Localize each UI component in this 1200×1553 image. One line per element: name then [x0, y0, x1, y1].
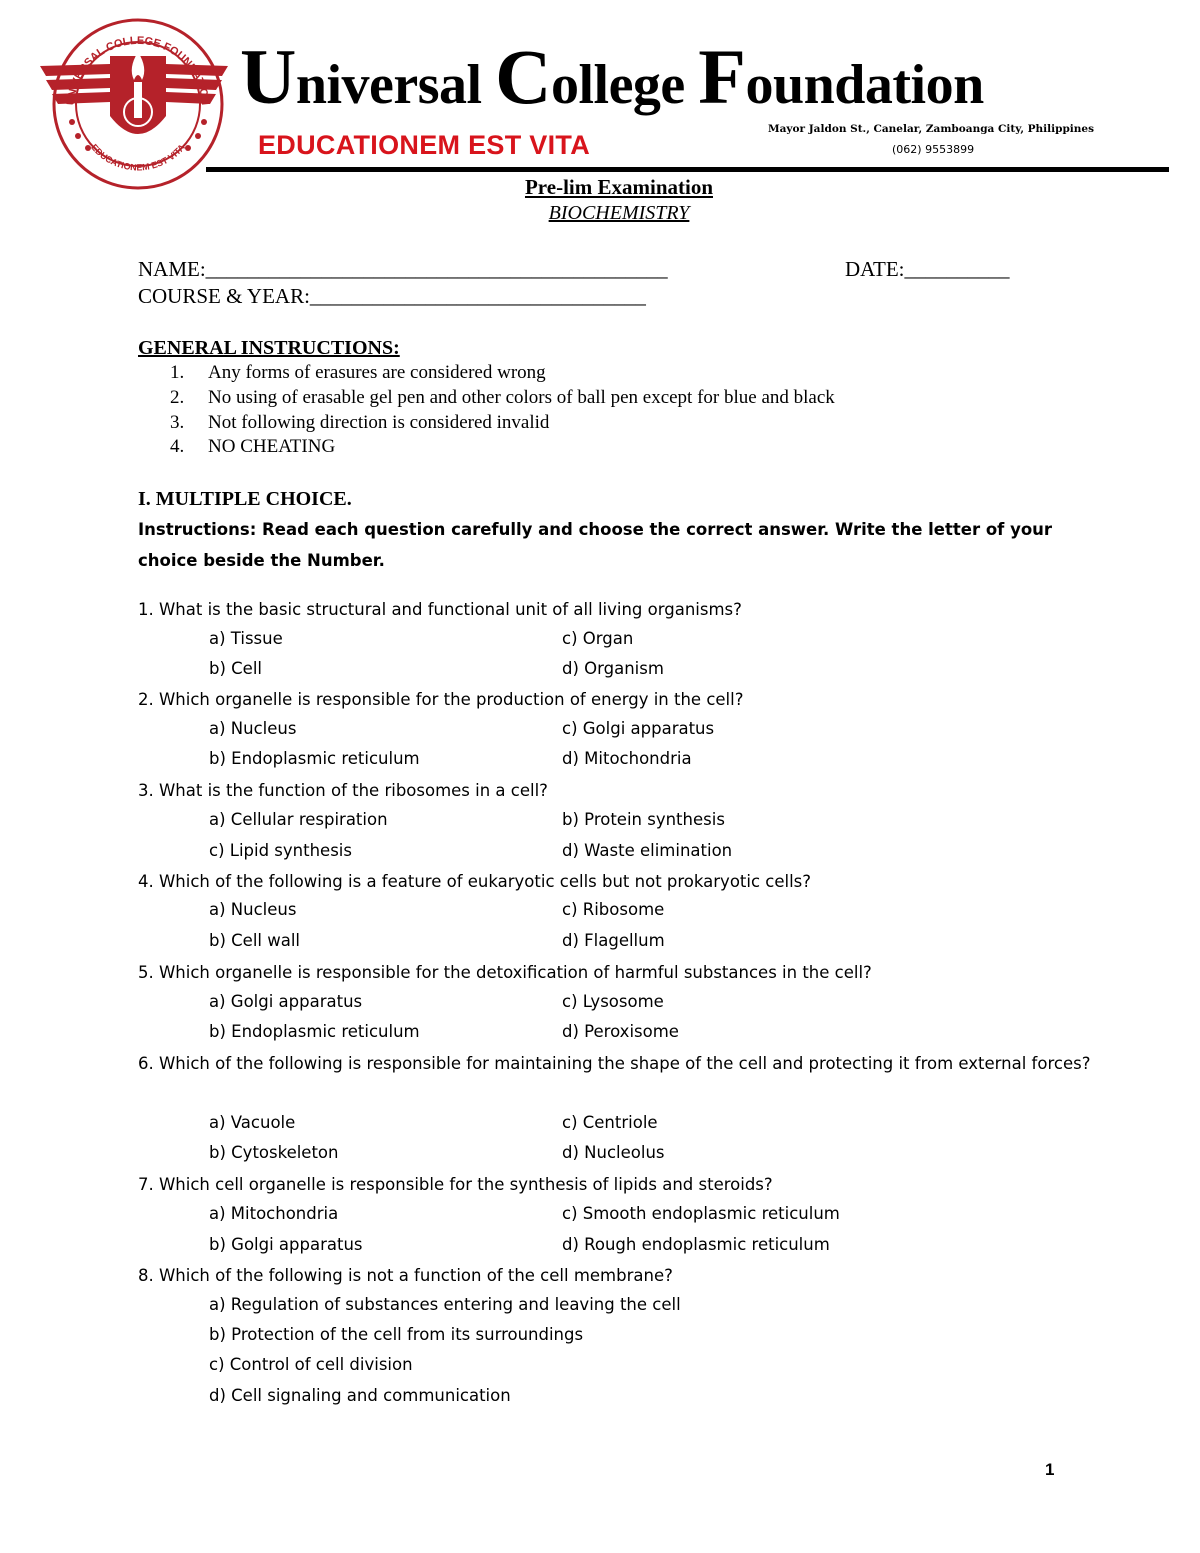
- name-field[interactable]: NAME:____________________________________________: [138, 257, 668, 281]
- answer-option: d) Rough endoplasmic reticulum: [562, 1235, 830, 1254]
- school-motto: EDUCATIONEM EST VITA: [258, 130, 591, 160]
- header-divider: [206, 167, 1169, 172]
- answer-option: a) Vacuole: [209, 1113, 296, 1132]
- answer-option: a) Nucleus: [209, 900, 297, 919]
- page-number: 1: [1045, 1460, 1055, 1479]
- question-text: 8. Which of the following is not a function of the cell membrane?: [138, 1266, 673, 1285]
- answer-option: d) Cell signaling and communication: [209, 1386, 511, 1405]
- question-text: 3. What is the function of the ribosomes in a cell?: [138, 781, 548, 800]
- answer-option: b) Endoplasmic reticulum: [209, 1022, 420, 1041]
- answer-option: b) Cell: [209, 659, 262, 678]
- answer-option: d) Organism: [562, 659, 664, 678]
- answer-option: c) Control of cell division: [209, 1355, 413, 1374]
- instruction-item: 2. No using of erasable gel pen and other colors of ball pen except for blue and black: [170, 387, 835, 408]
- answer-option: c) Ribosome: [562, 900, 665, 919]
- instruction-item: 1. Any forms of erasures are considered wrong: [170, 362, 546, 383]
- question-text: 4. Which of the following is a feature of eukaryotic cells but not prokaryotic cells?: [138, 872, 812, 891]
- answer-option: c) Golgi apparatus: [562, 719, 715, 738]
- answer-option: b) Protection of the cell from its surroundings: [209, 1325, 584, 1344]
- general-instructions-heading: GENERAL INSTRUCTIONS:: [138, 337, 400, 359]
- college-seal-logo: [38, 12, 230, 192]
- school-address: Mayor Jaldon St., Canelar, Zamboanga City, Philippines: [768, 123, 1095, 135]
- instruction-item: 3. Not following direction is considered invalid: [170, 412, 550, 433]
- answer-option: b) Cell wall: [209, 931, 301, 950]
- question-text: 1. What is the basic structural and functional unit of all living organisms?: [138, 600, 742, 619]
- school-phone: (062) 9553899: [892, 143, 975, 156]
- answer-option: c) Centriole: [562, 1113, 658, 1132]
- answer-option: d) Peroxisome: [562, 1022, 679, 1041]
- multiple-choice-heading: I. MULTIPLE CHOICE.: [138, 488, 352, 510]
- question-text: 7. Which cell organelle is responsible for the synthesis of lipids and steroids?: [138, 1175, 773, 1194]
- school-name: Universal College Foundation: [240, 33, 984, 120]
- answer-option: c) Smooth endoplasmic reticulum: [562, 1204, 840, 1223]
- multiple-choice-instructions: Instructions: Read each question carefully and choose the correct answer. Write the letter of your choice beside the Number.: [138, 520, 1053, 570]
- date-field[interactable]: DATE:__________: [845, 257, 1010, 281]
- answer-option: b) Endoplasmic reticulum: [209, 749, 420, 768]
- answer-option: d) Nucleolus: [562, 1143, 665, 1162]
- question-text: 2. Which organelle is responsible for the production of energy in the cell?: [138, 690, 744, 709]
- answer-option: a) Tissue: [209, 629, 283, 648]
- answer-option: a) Mitochondria: [209, 1204, 339, 1223]
- answer-option: b) Cytoskeleton: [209, 1143, 339, 1162]
- question-text: 6. Which of the following is responsible for maintaining the shape of the cell and protecting it from external forces?: [138, 1054, 1091, 1073]
- course-year-field[interactable]: COURSE & YEAR:________________________________: [138, 284, 646, 308]
- answer-option: a) Golgi apparatus: [209, 992, 363, 1011]
- answer-option: b) Protein synthesis: [562, 810, 725, 829]
- exam-title: Pre-lim Examination: [524, 175, 713, 199]
- answer-option: d) Flagellum: [562, 931, 665, 950]
- answer-option: b) Golgi apparatus: [209, 1235, 363, 1254]
- subject-title: BIOCHEMISTRY: [548, 202, 690, 224]
- question-text: 5. Which organelle is responsible for the detoxification of harmful substances in the cell?: [138, 963, 872, 982]
- answer-option: a) Cellular respiration: [209, 810, 388, 829]
- seal-top-text: UNIVERSAL COLLEGE FOUNDATION: [64, 34, 212, 106]
- answer-option: a) Regulation of substances entering and leaving the cell: [209, 1295, 681, 1314]
- answer-option: d) Mitochondria: [562, 749, 692, 768]
- seal-bottom-text: EDUCATIONEM EST VITA: [89, 142, 187, 173]
- answer-option: a) Nucleus: [209, 719, 297, 738]
- answer-option: d) Waste elimination: [562, 841, 733, 860]
- instruction-item: 4. NO CHEATING: [170, 436, 336, 457]
- answer-option: c) Lipid synthesis: [209, 841, 352, 860]
- answer-option: c) Organ: [562, 629, 634, 648]
- answer-option: c) Lysosome: [562, 992, 664, 1011]
